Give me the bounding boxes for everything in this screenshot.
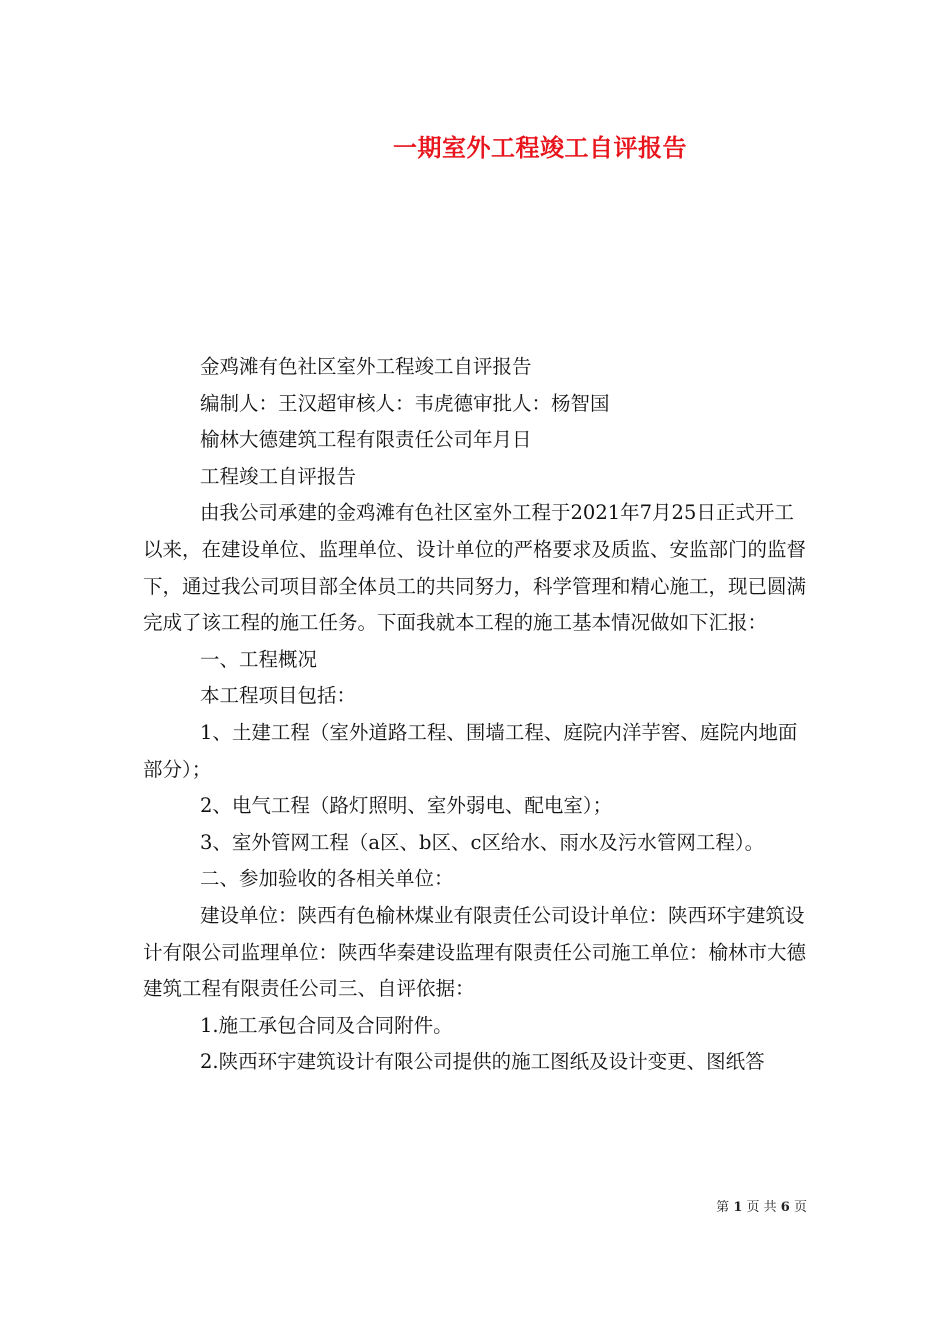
footer-middle: 页 共 [746,1200,777,1215]
section-heading-units: 二、参加验收的各相关单位： [200,867,454,891]
footer-total-pages: 6 [780,1200,790,1215]
list-item-pipeline: 3、室外管网工程（a区、b区、c区给水、雨水及污水管网工程）。 [200,830,765,854]
paragraph-subtitle: 工程竣工自评报告 [200,464,357,488]
paragraph-scope: 本工程项目包括： [200,684,357,708]
footer-page-number: 1 [733,1200,743,1215]
footer-suffix: 页 [793,1200,807,1215]
paragraph-company-date: 榆林大德建筑工程有限责任公司年月日 [200,428,532,452]
paragraph-units: 建设单位：陕西有色榆林煤业有限责任公司设计单位：陕西环宇建筑设计有限公司监理单位：陕西华秦建设监理有限责任公司施工单位：榆林市大德建筑工程有限责任公司三、自评依据： [143,903,807,1001]
list-item-contract: 1.施工承包合同及合同附件。 [200,1013,453,1037]
document-title: 一期室外工程竣工自评报告 [393,134,687,162]
paragraph-report-name: 金鸡滩有色社区室外工程竣工自评报告 [200,355,532,378]
paragraph-intro: 由我公司承建的金鸡滩有色社区室外工程于2021年7月25日正式开工以来，在建设单位、监理单位、设计单位的严格要求及质监、安监部门的监督下，通过我公司项目部全体员工的共同努力，科学管理和精心施工，现已圆满完成了该工程的施工任务。下面我就本工程的施工基本情况做如下汇报： [143,501,807,635]
section-heading-overview: 一、工程概况 [200,647,318,671]
document-body [143,349,813,1081]
list-item-electrical: 2、电气工程（路灯照明、室外弱电、配电室）； [200,794,613,818]
page-footer [0,1198,807,1218]
list-item-drawings: 2.陕西环宇建筑设计有限公司提供的施工图纸及设计变更、图纸答 [200,1050,765,1074]
list-item-civil: 1、土建工程（室外道路工程、围墙工程、庭院内洋芋窖、庭院内地面部分）； [143,720,798,781]
paragraph-authors: 编制人：王汉超审核人：韦虎德审批人：杨智国 [200,391,610,415]
footer-prefix: 第 [716,1200,730,1215]
